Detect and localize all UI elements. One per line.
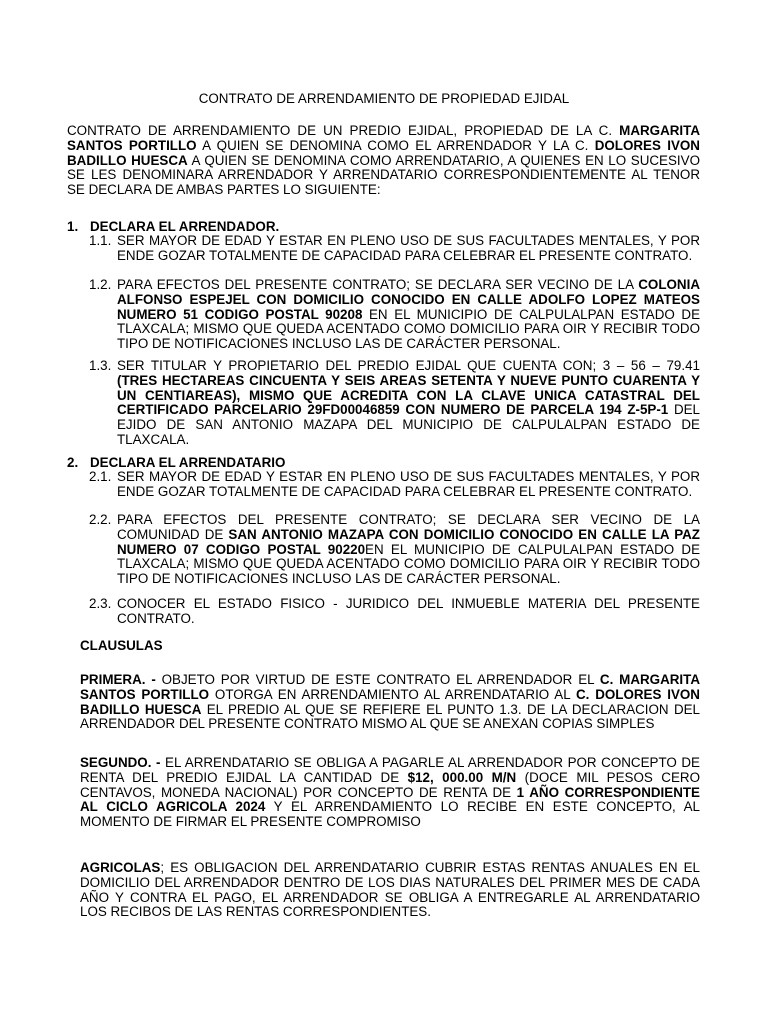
clause-text-1: ; ES OBLIGACION DEL ARRENDATARIO CUBRIR ESTAS RENTAS ANUALES EN EL DOMICILIO DEL ARRENDADOR DENTRO DE LOS DIAS NATURALES DEL PRIMER MES DE CADA AÑO Y CONTRA EL PAGO, EL ARRENDADOR SE OBLIGA A ENTREGARLE AL ARRENDATARIO LOS RECIBOS DE LAS RENTAS CORRESPONDIENTES. bbox=[80, 860, 700, 920]
intro-text-3: A QUIEN SE DENOMINA COMO ARRENDATARIO, A QUIENES EN LO SUCESIVO SE LES DENOMINARA ARRENDADOR Y ARRENDATARIO CORRESPONDIENTEMENTE AL TENOR SE DECLARA DE AMBAS PARTES LO SIGUIENTE: bbox=[67, 152, 700, 198]
intro-paragraph bbox=[67, 124, 700, 198]
item-text-1: SER MAYOR DE EDAD Y ESTAR EN PLENO USO DE SUS FACULTADES MENTALES, Y POR ENDE GOZAR TOTALMENTE DE CAPACIDAD PARA CELEBRAR EL PRESENTE CONTRATO. bbox=[117, 233, 700, 263]
item-text-1: PARA EFECTOS DEL PRESENTE CONTRATO; SE DECLARA SER VECINO DE LA COMUNIDAD DE bbox=[117, 512, 700, 542]
item-text-1: SER TITULAR Y PROPIETARIO DEL PREDIO EJIDAL QUE CUENTA CON; 3 – 56 – 79.41 bbox=[117, 358, 700, 373]
arrendatario-domicilio: SAN ANTONIO MAZAPA CON DOMICILIO CONOCIDO EN CALLE LA PAZ NUMERO 07 CODIGO POSTAL 90220 bbox=[117, 526, 700, 557]
rent-period: 1 AÑO CORRESPONDIENTE AL CICLO AGRICOLA 2024 bbox=[80, 784, 700, 815]
item-number: 2.1. bbox=[89, 469, 112, 484]
clause-text-3: Y EL ARRENDAMIENTO LO RECIBE EN ESTE CONCEPTO, AL MOMENTO DE FIRMAR EL PRESENTE COMPROMISO bbox=[80, 799, 700, 830]
item-text bbox=[117, 597, 700, 627]
item-number: 2.3. bbox=[89, 596, 112, 611]
item-2-3 bbox=[89, 597, 700, 627]
clause-text-1: EL ARRENDATARIO SE OBLIGA A PAGARLE AL ARRENDADOR POR CONCEPTO DE RENTA DEL PREDIO EJIDAL LA CANTIDAD DE bbox=[80, 755, 700, 785]
intro-text-2: A QUIEN SE DENOMINA COMO EL ARRENDADOR Y LA C. bbox=[196, 137, 595, 153]
item-text-2: DEL EJIDO DE SAN ANTONIO MAZAPA DEL MUNICIPIO DE CALPULALPAN ESTADO DE TLAXCALA. bbox=[117, 402, 700, 447]
item-number: 1.3. bbox=[89, 358, 112, 373]
item-text-1: SER MAYOR DE EDAD Y ESTAR EN PLENO USO DE SUS FACULTADES MENTALES, Y POR ENDE GOZAR TOTALMENTE DE CAPACIDAD PARA CELEBRAR EL PRESENTE CONTRATO. bbox=[117, 469, 700, 499]
section-1-number: 1. bbox=[67, 219, 79, 234]
clausulas-heading: CLAUSULAS bbox=[80, 638, 163, 653]
clause-agricolas bbox=[80, 861, 700, 920]
clause-bold-2: C. DOLORES IVON BADILLO HUESCA bbox=[80, 686, 700, 717]
section-1-title: DECLARA EL ARRENDADOR. bbox=[90, 219, 280, 234]
arrendatario-name: DOLORES IVON BADILLO HUESCA bbox=[67, 137, 700, 168]
item-text-2: EN EL MUNICIPIO DE CALPULALPAN ESTADO DE TLAXCALA; MISMO QUE QUEDA ACENTADO COMO DOMICILIO PARA OIR Y RECIBIR TODO TIPO DE NOTIFICACIONES INCLUSO LAS DE CARÁCTER PERSONAL. bbox=[117, 306, 701, 352]
item-text bbox=[117, 470, 700, 500]
item-1-2 bbox=[89, 278, 700, 352]
item-text bbox=[117, 234, 700, 264]
clause-bold-1: C. MARGARITA SANTOS PORTILLO bbox=[80, 672, 700, 702]
item-1-3 bbox=[89, 359, 700, 448]
arrendador-name: MARGARITA SANTOS PORTILLO bbox=[67, 123, 700, 153]
item-text bbox=[117, 513, 700, 587]
item-text bbox=[117, 359, 700, 448]
item-number: 1.1. bbox=[89, 233, 112, 248]
document-title: CONTRATO DE ARRENDAMIENTO DE PROPIEDAD EJIDAL bbox=[198, 91, 570, 106]
intro-text-1: CONTRATO DE ARRENDAMIENTO DE UN PREDIO EJIDAL, PROPIEDAD DE LA C. bbox=[67, 123, 620, 138]
item-text-1: PARA EFECTOS DEL PRESENTE CONTRATO; SE DECLARA SER VECINO DE LA bbox=[117, 277, 639, 292]
clause-label: PRIMERA. - bbox=[80, 672, 156, 687]
clause-label: AGRICOLAS bbox=[80, 860, 161, 875]
clause-text-2: (DOCE MIL PESOS CERO CENTAVOS, MONEDA NACIONAL) POR CONCEPTO DE RENTA DE bbox=[80, 769, 700, 800]
item-2-1 bbox=[89, 470, 700, 500]
item-number: 2.2. bbox=[89, 512, 112, 527]
rent-amount: $12, 000.00 M/N bbox=[407, 769, 517, 785]
clause-segundo bbox=[80, 756, 700, 830]
item-text bbox=[117, 278, 700, 352]
item-text-1: CONOCER EL ESTADO FISICO - JURIDICO DEL INMUEBLE MATERIA DEL PRESENTE CONTRATO. bbox=[117, 596, 700, 626]
item-2-2 bbox=[89, 513, 700, 587]
item-number: 1.2. bbox=[89, 277, 112, 292]
clause-label: SEGUNDO. - bbox=[80, 755, 161, 770]
section-2-number: 2. bbox=[67, 455, 79, 470]
item-text-2: EN EL MUNICIPIO DE CALPULALPAN ESTADO DE TLAXCALA; MISMO QUE QUEDA ACENTADO COMO DOMICILIO PARA OIR Y RECIBIR TODO TIPO DE NOTIFICACIONES INCLUSO LAS DE CARÁCTER PERSONAL. bbox=[117, 541, 701, 587]
clause-text-1: OBJETO POR VIRTUD DE ESTE CONTRATO EL ARRENDADOR EL bbox=[155, 672, 600, 687]
clause-primera bbox=[80, 673, 700, 732]
item-1-1 bbox=[89, 234, 700, 264]
arrendador-domicilio: COLONIA ALFONSO ESPEJEL CON DOMICILIO CONOCIDO EN CALLE ADOLFO LOPEZ MATEOS NUMERO 51 CODIGO POSTAL 90208 bbox=[117, 277, 700, 322]
clause-text-3: EL PREDIO AL QUE SE REFIERE EL PUNTO 1.3. DE LA DECLARACION DEL ARRENDADOR DEL PRESENTE CONTRATO MISMO AL QUE SE ANEXAN COPIAS SIMPLES bbox=[80, 701, 700, 732]
section-2-title: DECLARA EL ARRENDATARIO bbox=[90, 455, 286, 470]
predio-descripcion: (TRES HECTAREAS CINCUENTA Y SEIS AREAS SETENTA Y NUEVE PUNTO CUARENTA Y UN CENTIAREAS), MISMO QUE ACREDITA CON LA CLAVE UNICA CATASTRAL DEL CERTIFICADO PARCELARIO 29FD00046859 CON NUMERO DE PARCELA 194 Z-5P-1 bbox=[117, 372, 700, 418]
clause-text-2: OTORGA EN ARRENDAMIENTO AL ARRENDATARIO AL bbox=[209, 686, 576, 702]
